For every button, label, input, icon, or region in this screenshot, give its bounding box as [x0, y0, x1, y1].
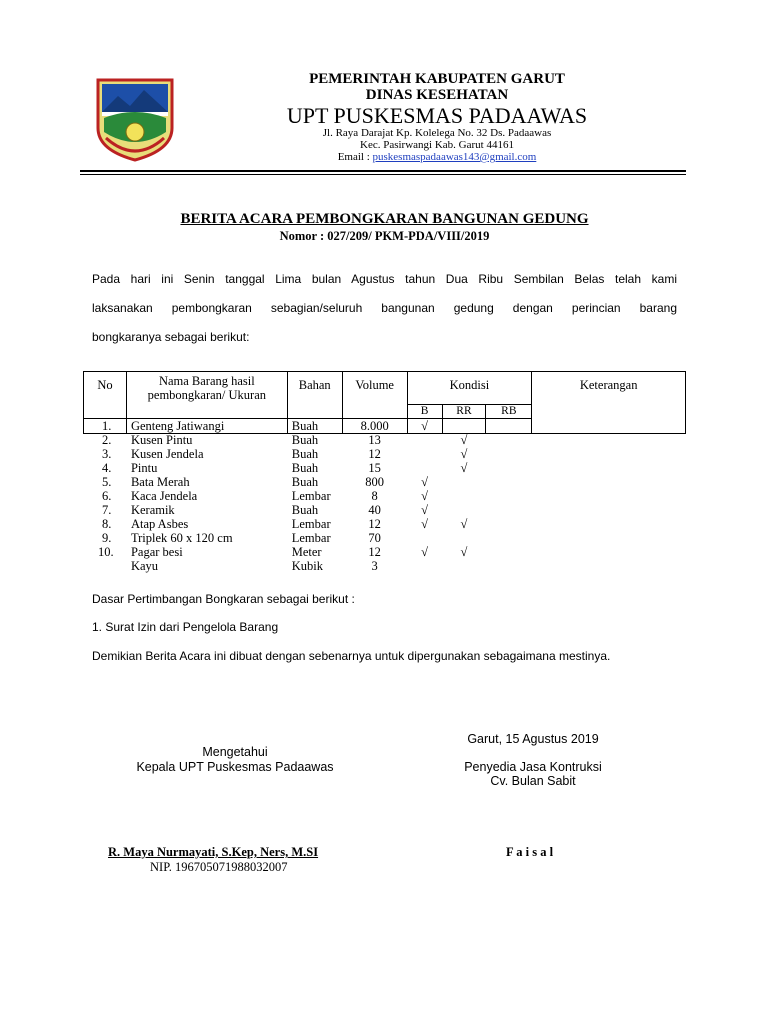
row-kondisi-rr: √ — [460, 461, 468, 475]
row-kondisi-rr: √ — [460, 545, 468, 559]
left-sign-line2: Kepala UPT Puskesmas Padaawas — [136, 760, 334, 774]
row-no: 4. — [102, 461, 112, 475]
row-name: Genteng Jatiwangi — [130, 419, 225, 433]
row-kondisi-b — [408, 559, 442, 573]
table-header-row — [84, 372, 686, 405]
row-no: 3. — [102, 447, 112, 461]
header-volume: Volume — [342, 372, 407, 419]
right-sign-line2: Cv. Bulan Sabit — [490, 774, 576, 788]
paragraph-line2: laksanakan pembongkaran sebagian/seluruh bangunan gedung dengan perincian barang — [92, 301, 677, 315]
row-bahan: Buah — [291, 503, 319, 517]
row-kondisi-b — [408, 461, 442, 475]
place-date: Garut, 15 Agustus 2019 — [467, 732, 599, 746]
header-divider — [80, 170, 686, 175]
row-name: Atap Asbes — [130, 517, 189, 531]
row-kondisi-rr — [443, 489, 486, 503]
row-no: 8. — [102, 517, 112, 531]
row-bahan: Lembar — [291, 531, 331, 545]
row-volume: 3 — [371, 559, 378, 573]
row-kondisi-rb — [486, 461, 531, 475]
col-b — [407, 419, 442, 559]
col-name — [126, 419, 287, 573]
paragraph-line1: Pada hari ini Senin tanggal Lima bulan Agustus tahun Dua Ribu Sembilan Belas telah kami — [92, 272, 677, 286]
header-kondisi: Kondisi — [407, 372, 532, 405]
row-volume: 12 — [368, 545, 381, 559]
right-sign-name: F a i s a l — [506, 845, 554, 859]
closing-text: Demikian Berita Acara ini dibuat dengan sebenarnya untuk dipergunakan sebagaimana mestinya. — [92, 649, 611, 663]
row-bahan: Lembar — [291, 517, 331, 531]
row-kondisi-rr — [443, 503, 486, 517]
row-kondisi-b: √ — [421, 489, 428, 503]
col-rr — [442, 419, 486, 559]
row-no: 1. — [102, 419, 112, 433]
row-name: Keramik — [130, 503, 175, 517]
right-sign-line1: Penyedia Jasa Kontruksi — [464, 760, 602, 774]
row-kondisi-b — [408, 433, 442, 447]
row-kondisi-rb — [486, 517, 531, 531]
left-sign-name: R. Maya Nurmayati, S.Kep, Ners, M.SI — [108, 845, 319, 859]
row-bahan: Lembar — [291, 489, 331, 503]
row-name: Pagar besi — [130, 545, 183, 559]
row-volume: 8 — [371, 489, 378, 503]
row-volume: 12 — [368, 447, 381, 461]
header-name-line2: pembongkaran/ Ukuran — [147, 388, 267, 402]
row-kondisi-b: √ — [421, 517, 428, 531]
col-volume — [342, 419, 407, 573]
document-title: BERITA ACARA PEMBONGKARAN BANGUNAN GEDUNG — [180, 211, 589, 227]
row-kondisi-rb — [486, 475, 531, 489]
dasar-item-1: 1. Surat Izin dari Pengelola Barang — [92, 620, 279, 634]
row-kondisi-rr: √ — [460, 517, 468, 531]
row-name: Kaca Jendela — [130, 489, 198, 503]
row-kondisi-rb — [486, 489, 531, 503]
row-bahan: Buah — [291, 433, 319, 447]
row-kondisi-rr — [443, 419, 486, 433]
row-kondisi-b: √ — [421, 419, 428, 433]
row-name: Bata Merah — [130, 475, 190, 489]
header-bahan: Bahan — [287, 372, 342, 419]
row-no — [84, 559, 126, 573]
left-sign-line1: Mengetahui — [202, 745, 268, 759]
row-bahan: Buah — [291, 461, 319, 475]
header-b: B — [407, 405, 442, 419]
col-rb — [486, 419, 532, 434]
row-kondisi-rb — [486, 503, 531, 517]
header-title: UPT PUSKESMAS PADAAWAS — [286, 103, 588, 128]
email-link[interactable]: puskesmaspadaawas143@gmail.com — [372, 151, 537, 163]
row-kondisi-rb — [486, 433, 531, 447]
header-no: No — [84, 372, 127, 419]
header-rb: RB — [486, 405, 532, 419]
dasar-text: Dasar Pertimbangan Bongkaran sebagai berikut : — [92, 592, 355, 606]
row-volume: 12 — [368, 517, 381, 531]
header-name-line1: Nama Barang hasil — [158, 374, 255, 388]
row-volume: 8.000 — [360, 419, 389, 433]
row-kondisi-rb — [486, 447, 531, 461]
row-no: 7. — [102, 503, 112, 517]
email-label: Email : — [337, 151, 373, 163]
row-kondisi-rr — [443, 531, 486, 545]
row-kondisi-rb — [486, 419, 531, 433]
row-name: Pintu — [130, 461, 158, 475]
header-address-line2: Kec. Pasirwangi Kab. Garut 44161 — [360, 139, 514, 151]
header-name — [126, 372, 287, 419]
header-department: DINAS KESEHATAN — [365, 87, 509, 103]
row-name: Kusen Jendela — [130, 447, 204, 461]
row-no: 10. — [98, 545, 114, 559]
row-bahan: Kubik — [291, 559, 323, 573]
row-name: Kusen Pintu — [130, 433, 193, 447]
row-volume: 70 — [368, 531, 381, 545]
row-kondisi-b — [408, 447, 442, 461]
header-government: PEMERINTAH KABUPATEN GARUT — [309, 71, 565, 87]
header-rr: RR — [442, 405, 486, 419]
row-kondisi-rb — [486, 531, 531, 545]
paragraph-line3: bongkaranya sebagai berikut: — [92, 330, 250, 344]
row-bahan: Meter — [291, 545, 322, 559]
row-bahan: Buah — [291, 447, 319, 461]
row-no: 9. — [102, 531, 112, 545]
items-table — [83, 371, 686, 573]
header-keterangan: Keterangan — [532, 372, 686, 434]
header-address-line1: Jl. Raya Darajat Kp. Kolelega No. 32 Ds. Padaawas — [322, 127, 552, 139]
row-name: Kayu — [130, 559, 159, 573]
row-bahan: Buah — [291, 475, 319, 489]
row-kondisi-rr — [443, 559, 486, 573]
row-kondisi-rr: √ — [460, 447, 468, 461]
row-kondisi-b: √ — [421, 475, 428, 489]
col-no — [84, 419, 127, 559]
row-kondisi-b — [408, 531, 442, 545]
row-kondisi-rb — [486, 545, 531, 559]
row-kondisi-rb — [486, 559, 531, 573]
row-volume: 13 — [368, 433, 381, 447]
row-name: Triplek 60 x 120 cm — [130, 531, 233, 545]
row-volume: 800 — [365, 475, 385, 489]
row-volume: 15 — [368, 461, 381, 475]
left-sign-nip: NIP. 196705071988032007 — [150, 860, 288, 874]
col-bahan — [287, 419, 342, 573]
row-no: 2. — [102, 433, 112, 447]
document-number: Nomor : 027/209/ PKM-PDA/VIII/2019 — [279, 229, 490, 243]
row-no: 6. — [102, 489, 112, 503]
header-email — [200, 151, 674, 163]
row-kondisi-b: √ — [421, 545, 428, 559]
row-kondisi-b: √ — [421, 503, 428, 517]
row-kondisi-rr: √ — [460, 433, 468, 447]
row-kondisi-rr — [443, 475, 486, 489]
row-bahan: Buah — [291, 419, 319, 433]
row-volume: 40 — [368, 503, 381, 517]
logo-emblem — [92, 76, 178, 162]
row-no: 5. — [102, 475, 112, 489]
